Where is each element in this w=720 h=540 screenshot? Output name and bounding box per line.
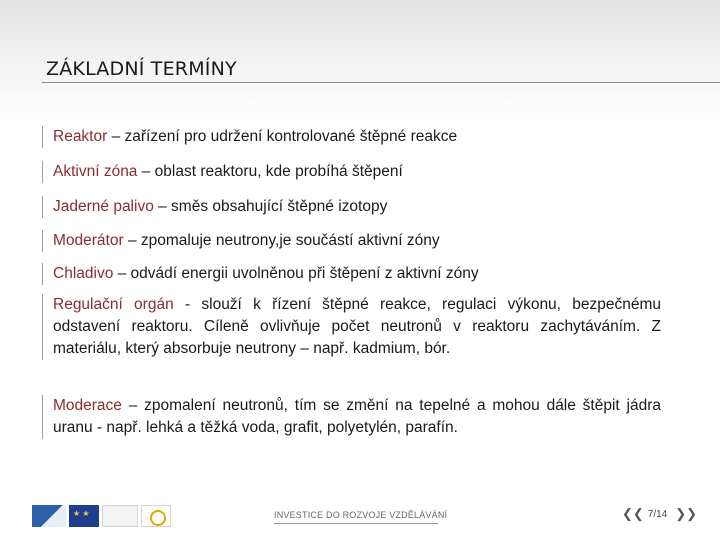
term-definition: – zpomaluje neutrony,je součástí aktivní zóny <box>123 232 440 249</box>
esf-logo <box>32 505 66 527</box>
term-label: Chladivo <box>53 265 114 282</box>
term-definition: – odvádí energii uvolněnou při štěpení z aktivní zóny <box>113 265 479 282</box>
term-label: Reaktor <box>53 128 108 145</box>
term-label: Moderátor <box>53 232 124 249</box>
term-item-jaderne-palivo <box>42 196 661 218</box>
term-item-aktivni-zona <box>42 161 661 183</box>
next-slide-icon[interactable]: ❯❯ <box>675 506 698 521</box>
eu-flag-logo <box>69 505 99 527</box>
msmt-logo <box>102 505 138 527</box>
term-item-reaktor <box>42 126 661 148</box>
term-definition: – oblast reaktoru, kde probíhá štěpení <box>137 163 403 180</box>
term-definition: – zařízení pro udržení kontrolované štěpné reakce <box>107 128 458 145</box>
logo-strip <box>32 504 172 528</box>
term-definition: – zpomalení neutronů, tím se změní na tepelné a mohou dále štěpit jádra uranu - např. lehká a těžká voda, grafit, polyetylén, parafín. <box>53 397 661 436</box>
term-definition: - slouží k řízení štěpné reakce, regulaci výkonu, bezpečnému odstavení reaktoru. Cíleně ovlivňuje počet neutronů v reaktoru zachytáváním. Z materiálu, který absorbuje neutrony – např. kadmium, bór. <box>53 296 661 357</box>
title-divider <box>42 82 720 83</box>
slide-title: ZÁKLADNÍ TERMÍNY <box>46 58 237 80</box>
term-item-moderator <box>42 230 661 252</box>
footer-divider <box>274 523 438 524</box>
op-vk-logo <box>141 505 171 527</box>
term-item-moderace <box>42 395 661 439</box>
footer-caption: INVESTICE DO ROZVOJE VZDĚLÁVÁNÍ <box>274 510 448 520</box>
term-definition: – směs obsahující štěpné izotopy <box>153 198 388 215</box>
slide-navigation <box>622 506 697 522</box>
slide-footer <box>0 498 720 540</box>
term-item-regulacni-organ <box>42 294 661 360</box>
term-item-chladivo <box>42 263 661 285</box>
prev-slide-icon[interactable]: ❮❮ <box>622 506 644 521</box>
term-label: Jaderné palivo <box>53 198 154 215</box>
term-label: Moderace <box>53 397 122 414</box>
page-number: 7/14 <box>647 508 668 520</box>
term-label: Aktivní zóna <box>53 163 138 180</box>
term-label: Regulační orgán <box>53 296 174 313</box>
